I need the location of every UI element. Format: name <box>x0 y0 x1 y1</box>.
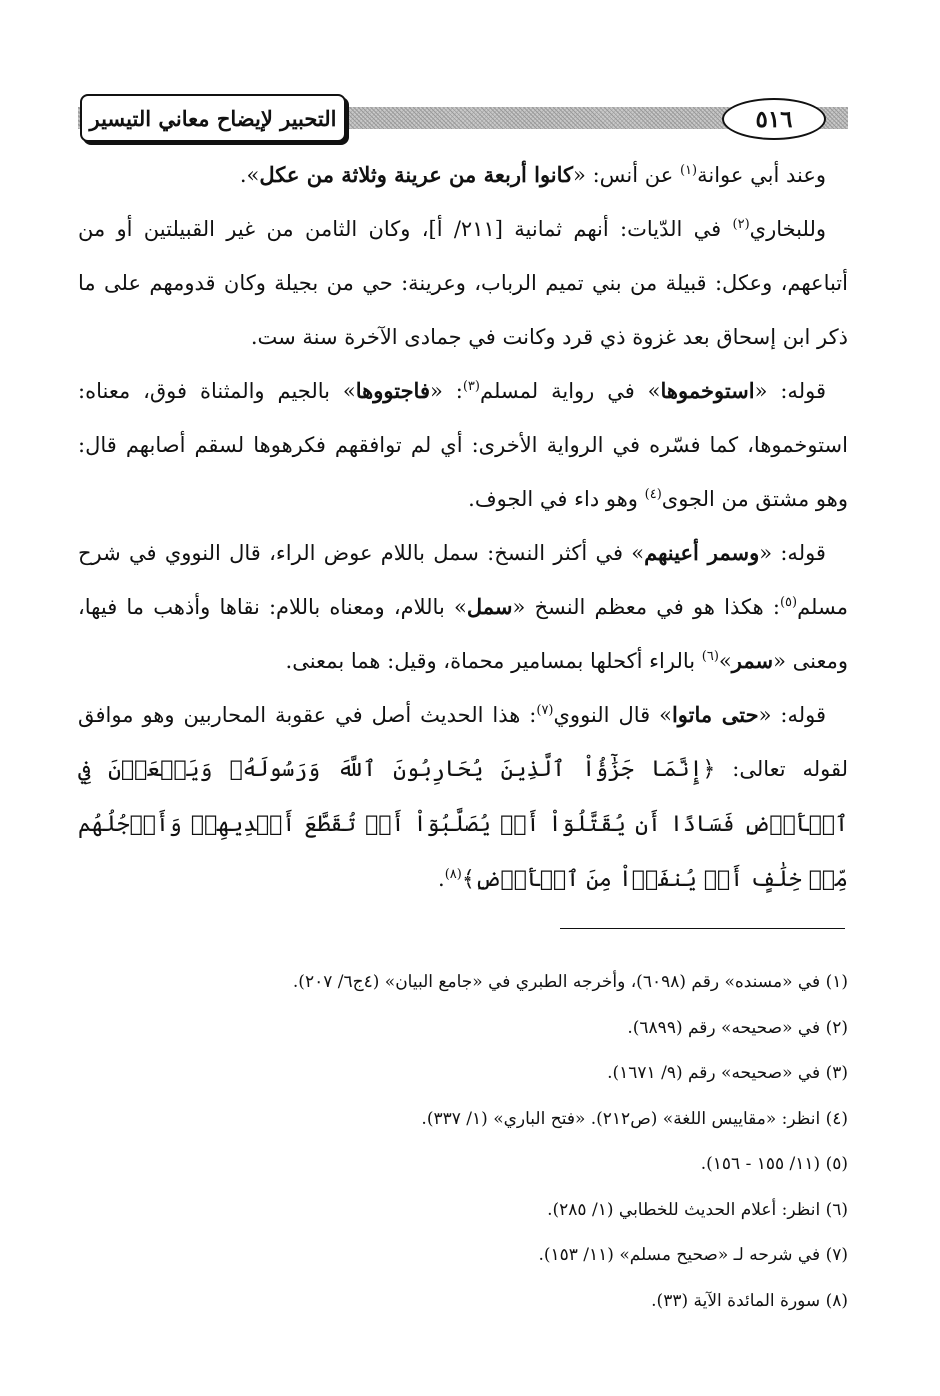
text-run: وهو داء في الجوف. <box>468 487 645 511</box>
text-run: وعند أبي عوانة <box>697 163 826 187</box>
footnote-8: (٨) سورة المائدة الآية (٣٣). <box>651 1290 848 1311</box>
text-run: : هكذا هو في معظم النسخ « <box>512 595 780 619</box>
paragraph-4 <box>78 526 848 688</box>
bold-quote: سمل <box>466 594 513 619</box>
footnote-ref-8: (٨) <box>444 867 462 882</box>
text-run: بالراء أكحلها بمسامير محماة، وقيل: هما بمعنى. <box>285 649 702 673</box>
text-run: عن أنس: « <box>573 163 680 187</box>
footnote-3: (٣) في «صحيحه» رقم (٩/ ١٦٧١). <box>607 1063 848 1083</box>
text-run: » بالجيم والمثناة فوق، معناه: استوخموها، كما فسّره في الرواية الأخرى: أي لم توافقهم فكرهوها لسقم أصابهم قال: وهو مشتق من الجوى <box>78 379 848 511</box>
bold-quote: استوخموها <box>660 378 755 403</box>
text-run: » <box>718 649 732 673</box>
paragraph-3 <box>78 364 848 526</box>
text-run: » في أكثر النسخ: سمل باللام عوض الراء، قال النووي في شرح مسلم <box>78 541 848 619</box>
text-run: » قال النووي <box>553 703 672 727</box>
text-run: » باللام، ومعناه باللام: نقاها وأذهب ما فيها، ومعنى « <box>78 595 848 673</box>
text-run: . <box>438 867 445 891</box>
footnote-separator <box>560 928 845 929</box>
running-header <box>78 90 848 148</box>
footnote-1: (١) في «مسنده» رقم (٦٠٩٨)، وأخرجه الطبري في «جامع البيان» (٤ج٦/ ٢٠٧). <box>292 972 848 992</box>
text-run: ». <box>239 163 260 187</box>
footnote-ref-1: (١) <box>679 163 698 178</box>
text-run: » في رواية لمسلم <box>479 379 661 403</box>
footnote-2: (٢) في «صحيحه» رقم (٦٨٩٩). <box>627 1017 848 1038</box>
text-run: : هذا الحديث أصل في عقوبة المحاربين وهو موافق لقوله تعالى: <box>78 703 848 781</box>
footnote-ref-5: (٥) <box>779 595 798 610</box>
paragraph-5 <box>78 688 848 907</box>
bold-quote: سمر <box>731 648 774 673</box>
bold-quote: حتى ماتوا <box>671 702 759 727</box>
footnote-ref-7: (٧) <box>536 703 554 718</box>
bold-quote: وسمر أعينهم <box>644 540 760 565</box>
quran-verse: ﴿إِنَّمَا جَزَٰٓؤُاْ ٱلَّذِينَ يُحَارِبُونَ ٱللَّهَ وَرَسُولَهُۥ وَيَسۡعَوۡنَ فِي ٱلۡأَرۡضِ فَسَادًا أَن يُقَتَّلُوٓاْ أَوۡ يُصَلَّبُوٓاْ أَوۡ تُقَطَّعَ أَيۡدِيهِمۡ وَأَرۡجُلُهُم مِّنۡ خِلَٰفٍ أَوۡ يُنفَوۡاْ مِنَ ٱلۡأَرۡضِ﴾ <box>78 757 848 892</box>
text-run: قوله: « <box>754 379 826 403</box>
footnote-7: (٧) في شرحه لـ «صحيح مسلم» (١١/ ١٥٣). <box>538 1245 848 1265</box>
footnote-ref-4: (٤) <box>644 487 662 502</box>
bold-quote: فاجتووها <box>355 378 430 403</box>
main-text <box>78 148 848 907</box>
book-title: التحبير لإيضاح معاني التيسير <box>80 94 346 142</box>
footnote-6: (٦) انظر: أعلام الحديث للخطابي (١/ ٢٨٥). <box>547 1199 848 1220</box>
text-run: وللبخاري <box>749 217 827 241</box>
text-run: قوله: « <box>758 703 826 727</box>
paragraph-2 <box>78 202 848 364</box>
footnote-5: (٥) (١١/ ١٥٥ - ١٥٦). <box>700 1154 848 1174</box>
paragraph-1 <box>78 148 848 202</box>
text-run: في الدّيات: أنهم ثمانية [٢١١/ أ]، وكان الثامن من غير القبيلتين أو من أتباعهم، وعكل: قبيلة من بني تميم الرباب، وعرينة: حي من بجيلة وكان قدومهم على ما ذكر ابن إسحاق بعد غزوة ذي قرد وكانت في جمادى الآخرة سنة ست. <box>78 217 848 349</box>
footnotes <box>78 960 848 1324</box>
text-run: : « <box>429 379 463 403</box>
footnote-4: (٤) انظر: «مقاييس اللغة» (ص٢١٢). «فتح الباري» (١/ ٣٣٧). <box>421 1108 848 1129</box>
footnote-ref-6: (٦) <box>701 649 719 664</box>
text-run: قوله: « <box>759 541 826 565</box>
bold-quote: كانوا أربعة من عرينة وثلاثة من عكل <box>259 162 574 187</box>
footnote-ref-3: (٣) <box>462 379 480 394</box>
footnote-ref-2: (٢) <box>732 217 750 232</box>
page-number: ٥١٦ <box>722 98 826 140</box>
